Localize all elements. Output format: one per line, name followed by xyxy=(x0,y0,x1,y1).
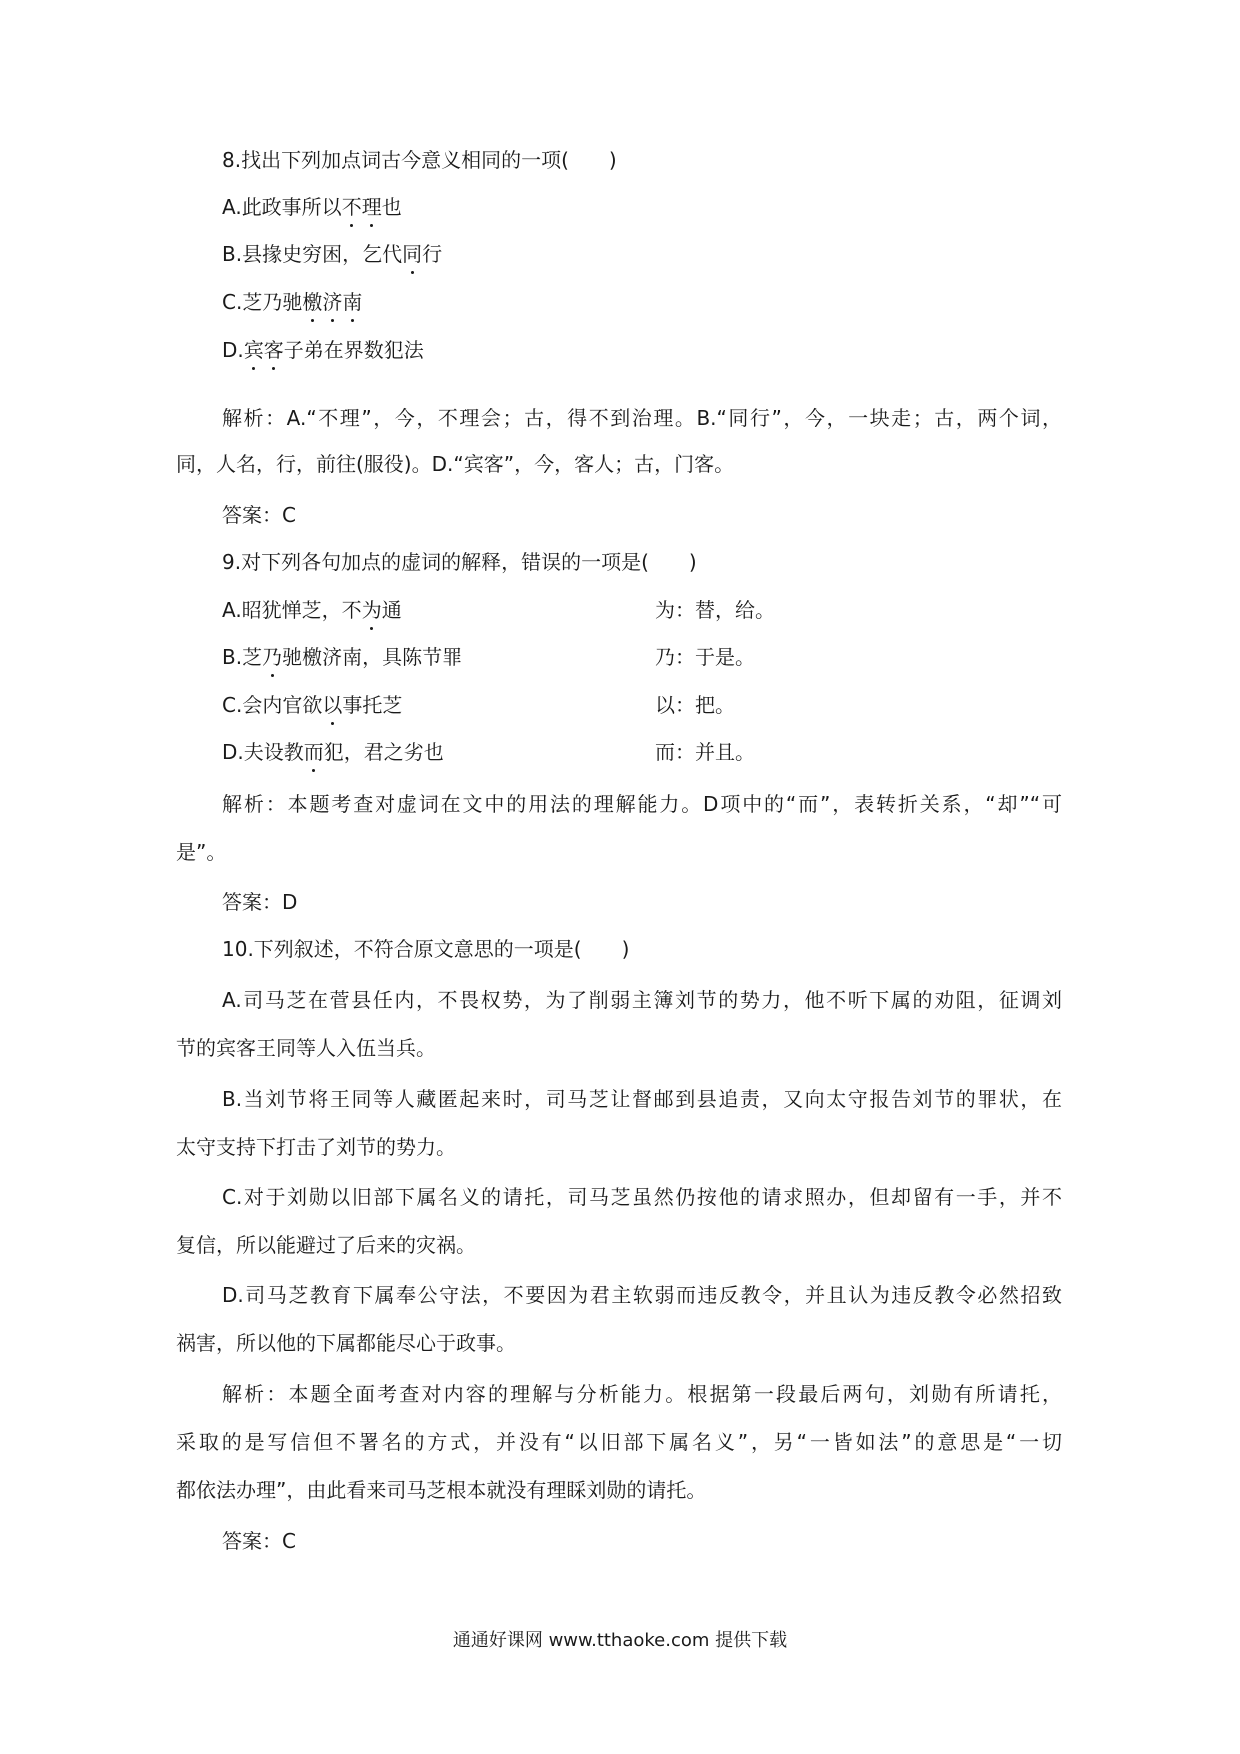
q9-option-a-explanation: 为：替，给。 xyxy=(655,598,775,622)
q10-analysis-line-1: 解析：本题全面考查对内容的理解与分析能力。根据第一段最后两句，刘勋有所请托， xyxy=(222,1382,1062,1406)
q10-option-b-line-1: B.当刘节将王同等人藏匿起来时，司马芝让督邮到县追责，又向太守报告刘节的罪状，在 xyxy=(222,1087,1062,1111)
q10-option-b-line-2: 太守支持下打击了刘节的势力。 xyxy=(176,1135,456,1159)
q8-answer: 答案：C xyxy=(222,503,296,527)
q10-option-c-line-1: C.对于刘勋以旧部下属名义的请托，司马芝虽然仍按他的请求照办，但却留有一手，并不 xyxy=(222,1185,1062,1209)
q9-option-c-explanation: 以：把。 xyxy=(655,693,735,717)
q8-option-a: A.此政事所以不理也 xyxy=(222,195,402,219)
page-footer: 通通好课网 www.tthaoke.com 提供下载 xyxy=(452,1630,788,1651)
q10-analysis-line-2: 采取的是写信但不署名的方式，并没有“以旧部下属名义”，另“一皆如法”的意思是“一切 xyxy=(176,1430,1062,1454)
q10-answer: 答案：C xyxy=(222,1529,296,1553)
q10-option-a-line-2: 节的宾客王同等人入伍当兵。 xyxy=(176,1036,436,1060)
q8-option-d: D.宾客子弟在界数犯法 xyxy=(222,338,424,362)
q9-option-b-explanation: 乃：于是。 xyxy=(655,645,755,669)
emphasis-dot-char: 济 xyxy=(322,290,343,314)
q9-analysis-line-1: 解析：本题考查对虚词在文中的用法的理解能力。D项中的“而”，表转折关系，“却”“可 xyxy=(222,792,1062,816)
emphasis-dot-char: 乃 xyxy=(262,645,283,669)
q10-analysis-line-3: 都依法办理”，由此看来司马芝根本就没有理睬刘勋的请托。 xyxy=(176,1478,707,1502)
q10-option-d-line-2: 祸害，所以他的下属都能尽心于政事。 xyxy=(176,1331,516,1355)
q9-option-d-explanation: 而：并且。 xyxy=(655,740,755,764)
q10-option-a-line-1: A.司马芝在菅县任内，不畏权势，为了削弱主簿刘节的势力，他不听下属的劝阻，征调刘 xyxy=(222,988,1062,1012)
emphasis-dot-char: 宾 xyxy=(243,338,264,362)
q9-analysis-line-2: 是”。 xyxy=(176,840,227,864)
emphasis-dot-char: 同 xyxy=(402,242,423,266)
q9-option-c: C.会内官欲以事托芝 xyxy=(222,693,403,717)
q8-analysis-line-1: 解析：A.“不理”，今，不理会；古，得不到治理。B.“同行”，今，一块走；古，两个词， xyxy=(222,406,1062,430)
emphasis-dot-char: 檄 xyxy=(302,290,323,314)
emphasis-dot-char: 而 xyxy=(303,740,324,764)
emphasis-dot-char: 南 xyxy=(342,290,363,314)
q10-stem: 10.下列叙述，不符合原文意思的一项是( ) xyxy=(222,937,630,961)
emphasis-dot-char: 理 xyxy=(361,195,382,219)
emphasis-dot-char: 不 xyxy=(341,195,362,219)
q9-option-d: D.夫设教而犯，君之劣也 xyxy=(222,740,444,764)
emphasis-dot-char: 客 xyxy=(263,338,284,362)
q9-option-b: B.芝乃驰檄济南，具陈节罪 xyxy=(222,645,463,669)
q8-option-b: B.县掾史穷困，乞代同行 xyxy=(222,242,443,266)
q9-option-a: A.昭犹惮芝，不为通 xyxy=(222,598,402,622)
q10-option-d-line-1: D.司马芝教育下属奉公守法，不要因为君主软弱而违反教令，并且认为违反教令必然招致 xyxy=(222,1283,1062,1307)
q8-option-c: C.芝乃驰檄济南 xyxy=(222,290,363,314)
emphasis-dot-char: 为 xyxy=(361,598,382,622)
q9-stem: 9.对下列各句加点的虚词的解释，错误的一项是( ) xyxy=(222,550,697,574)
q9-answer: 答案：D xyxy=(222,890,298,914)
q8-stem: 8.找出下列加点词古今意义相同的一项( ) xyxy=(222,148,617,172)
q8-analysis-line-2: 同，人名，行，前往(服役)。D.“宾客”，今，客人；古，门客。 xyxy=(176,452,735,476)
emphasis-dot-char: 以 xyxy=(322,693,343,717)
q10-option-c-line-2: 复信，所以能避过了后来的灾祸。 xyxy=(176,1233,476,1257)
